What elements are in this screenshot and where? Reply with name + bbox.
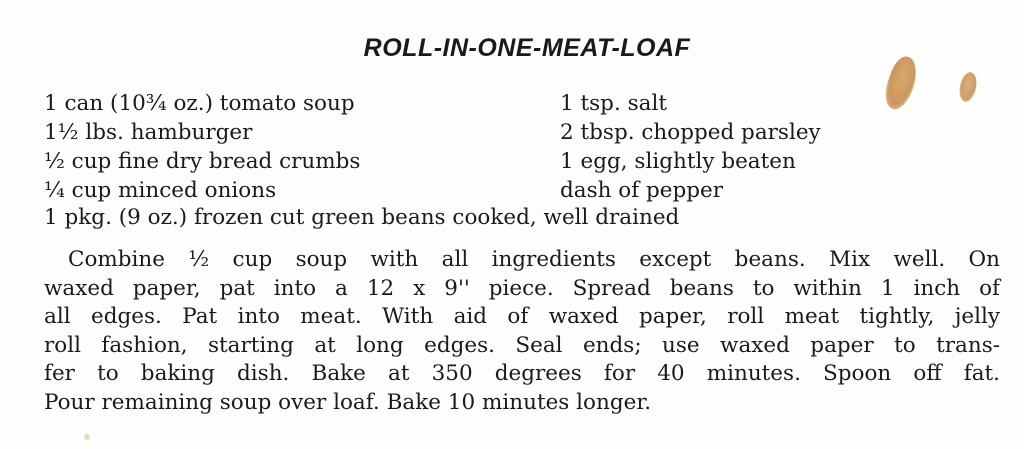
ingredient-item: 2 tbsp. chopped parsley (560, 120, 821, 145)
ingredients-left-column (44, 89, 360, 205)
stain-mark (84, 434, 90, 440)
recipe-title: ROLL-IN-ONE-MEAT-LOAF (363, 34, 691, 62)
instruction-line: roll fashion, starting at long edges. Seal ends; use waxed paper to trans- (44, 332, 1000, 358)
instruction-line: all edges. Pat into meat. With aid of waxed paper, roll meat tightly, jelly (44, 304, 1000, 329)
ingredient-item: 1 can (10¾ oz.) tomato soup (44, 91, 355, 116)
ingredient-item: ½ cup fine dry bread crumbs (44, 149, 361, 174)
instruction-line: waxed paper, pat into a 12 x 9'' piece. Spread beans to within 1 inch of (44, 275, 1000, 301)
recipe-instructions (44, 246, 1000, 417)
ingredient-item: dash of pepper (560, 178, 724, 203)
ingredient-item: 1½ lbs. hamburger (44, 120, 253, 145)
stain-mark (957, 71, 979, 104)
instruction-line: fer to baking dish. Bake at 350 degrees for 40 minutes. Spoon off fat. (44, 361, 1000, 386)
ingredient-item: ¼ cup minced onions (44, 178, 277, 203)
instruction-line: Pour remaining soup over loaf. Bake 10 minutes longer. (44, 389, 652, 415)
ingredient-item: 1 tsp. salt (560, 91, 667, 116)
ingredient-item-full-width: 1 pkg. (9 oz.) frozen cut green beans cooked, well drained (44, 205, 680, 230)
ingredients-right-column (560, 89, 821, 205)
ingredient-item: 1 egg, slightly beaten (560, 149, 796, 174)
instruction-line: Combine ½ cup soup with all ingredients except beans. Mix well. On (68, 247, 1000, 272)
